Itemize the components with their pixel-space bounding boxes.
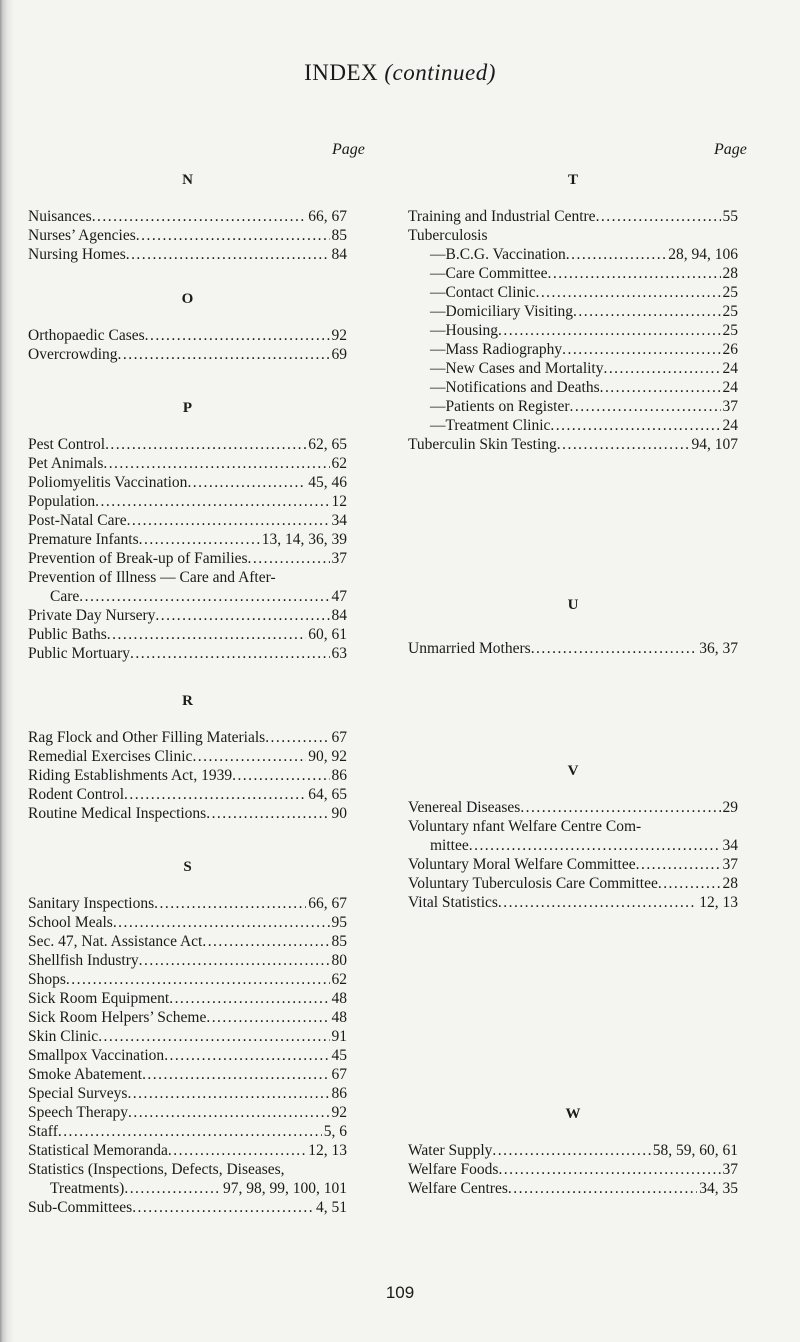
index-entry	[408, 207, 738, 226]
index-entry-page: 12, 13	[699, 894, 738, 911]
index-entry-label: Welfare Centres	[408, 1180, 508, 1197]
index-entry	[28, 785, 347, 804]
index-entry-page: 90, 92	[308, 748, 347, 765]
index-entry-label: Prevention of Illness — Care and After-	[28, 569, 276, 586]
index-entry-page: 66, 67	[308, 895, 347, 912]
index-entry	[28, 1084, 347, 1103]
dot-leader	[603, 359, 720, 378]
dot-leader	[168, 1141, 306, 1160]
index-entry	[28, 492, 347, 511]
index-entry	[28, 951, 347, 970]
index-entry-label: Statistics (Inspections, Defects, Diseases,	[28, 1161, 285, 1178]
dot-leader	[103, 454, 329, 473]
index-entry	[430, 245, 738, 264]
index-entry-page: 84	[331, 246, 347, 263]
dot-leader	[206, 804, 329, 823]
index-entry	[28, 1008, 347, 1027]
index-entry-label: Care	[50, 588, 80, 605]
index-entry-label: Rag Flock and Other Filling Materials	[28, 729, 266, 746]
section-letter-s: S	[183, 859, 192, 875]
index-entry-page: 4, 51	[316, 1199, 347, 1216]
index-entry	[28, 894, 347, 913]
index-entry-label: Prevention of Break-up of Families	[28, 550, 248, 567]
index-entry-page: 86	[331, 767, 347, 784]
index-entry	[28, 1046, 347, 1065]
dot-leader	[520, 798, 720, 817]
dot-leader	[132, 1198, 314, 1217]
right-page-header: Page	[714, 141, 747, 158]
index-entry-page: 86	[331, 1085, 347, 1102]
index-entry	[430, 302, 738, 321]
dot-leader	[206, 1008, 329, 1027]
index-entry-page: 37	[722, 856, 738, 873]
index-entry-label: Private Day Nursery	[28, 607, 156, 624]
index-entry	[50, 1179, 347, 1198]
dot-leader	[130, 644, 329, 663]
page-number: 109	[385, 1283, 415, 1302]
index-entry-label: Riding Establishments Act, 1939	[28, 767, 233, 784]
dot-leader	[498, 1160, 720, 1179]
dot-leader	[155, 606, 329, 625]
index-entry	[28, 245, 347, 264]
index-entry-label: —Care Committee	[430, 265, 548, 282]
dot-leader	[202, 932, 329, 951]
page-title	[0, 60, 800, 86]
index-entry-label: Pet Animals	[28, 455, 104, 472]
index-entry-label: —Treatment Clinic	[430, 417, 551, 434]
index-entry	[28, 345, 347, 364]
index-entry-page: 25	[722, 284, 738, 301]
index-entry	[408, 1179, 738, 1198]
index-entry	[28, 728, 347, 747]
dot-leader	[508, 1179, 697, 1198]
index-entry	[28, 970, 347, 989]
index-entry-label: Shellfish Industry	[28, 952, 139, 969]
dot-leader	[557, 435, 690, 454]
index-entry	[28, 1103, 347, 1122]
index-entry-page: 12	[331, 493, 347, 510]
index-entry-label: Overcrowding	[28, 346, 118, 363]
index-entry-page: 48	[331, 990, 347, 1007]
index-entry-label: School Meals	[28, 914, 113, 931]
index-entry-page: 66, 67	[308, 208, 347, 225]
dot-leader	[136, 226, 330, 245]
index-entry-page: 24	[722, 379, 738, 396]
index-entry-label: Staff	[28, 1123, 58, 1140]
index-entry-label: mittee	[430, 837, 469, 854]
dot-leader	[127, 1084, 329, 1103]
dot-leader	[58, 1122, 322, 1141]
index-entry-page: 67	[331, 729, 347, 746]
dot-leader	[498, 893, 697, 912]
dot-leader	[66, 970, 330, 989]
dot-leader	[248, 549, 330, 568]
index-entry-page: 97, 98, 99, 100, 101	[223, 1180, 347, 1197]
index-entry	[408, 893, 738, 912]
section-letter-w: W	[565, 1106, 581, 1122]
index-entry	[430, 359, 738, 378]
index-entry	[28, 1198, 347, 1217]
dot-leader	[139, 951, 330, 970]
index-entry	[408, 1141, 738, 1160]
index-entry-label: Shops	[28, 971, 66, 988]
index-entry-label: Welfare Foods	[408, 1161, 499, 1178]
index-entry-label: Water Supply	[408, 1142, 493, 1159]
section-letter-o: O	[181, 291, 194, 307]
index-entry-label: Training and Industrial Centre	[408, 208, 596, 225]
index-entry-label: Tuberculosis	[408, 227, 488, 244]
dot-leader	[636, 855, 721, 874]
index-entry-label: —Contact Clinic	[430, 284, 536, 301]
title-continued: (continued)	[384, 60, 496, 85]
index-entry-label: Pest Control	[28, 436, 106, 453]
index-entry-page: 58, 59, 60, 61	[652, 1142, 738, 1159]
index-entry-label: Sick Room Equipment	[28, 990, 170, 1007]
dot-leader	[469, 836, 721, 855]
index-entry	[430, 340, 738, 359]
dot-leader	[126, 245, 330, 264]
index-entry-page: 34	[722, 837, 738, 854]
dot-leader	[573, 302, 720, 321]
index-entry-label: Voluntary nfant Welfare Centre Com-	[408, 818, 642, 835]
index-entry-label: Remedial Exercises Clinic	[28, 748, 193, 765]
index-entry	[28, 435, 347, 454]
index-entry-label: —Mass Radiography	[430, 341, 563, 358]
index-entry-page: 48	[331, 1009, 347, 1026]
index-entry-page: 85	[331, 933, 347, 950]
dot-leader	[113, 913, 330, 932]
index-entry-label: Public Baths	[28, 626, 107, 643]
index-entry-label: Sec. 47, Nat. Assistance Act	[28, 933, 203, 950]
index-entry	[28, 473, 347, 492]
index-entry-label: —Domiciliary Visiting	[430, 303, 574, 320]
index-entry-page: 45, 46	[308, 474, 347, 491]
index-entry-label: Smallpox Vaccination	[28, 1047, 165, 1064]
index-entry	[50, 587, 347, 606]
index-entry-label: —B.C.G. Vaccination	[430, 246, 566, 263]
index-entry	[408, 874, 738, 893]
index-entry-label: Voluntary Moral Welfare Committee	[408, 856, 636, 873]
index-entry-page: 29	[722, 799, 738, 816]
index-entry	[28, 530, 347, 549]
dot-leader	[187, 473, 306, 492]
section-letter-r: R	[182, 693, 193, 709]
index-entry	[28, 989, 347, 1008]
index-entry-label: Vital Statistics	[408, 894, 498, 911]
index-entry	[28, 1027, 347, 1046]
dot-leader	[127, 511, 330, 530]
index-entry-label: Speech Therapy	[28, 1104, 128, 1121]
index-entry-page: 28, 94, 106	[668, 246, 738, 263]
index-entry-label: Orthopaedic Cases	[28, 327, 145, 344]
index-entry-page: 5, 6	[323, 1123, 347, 1140]
index-entry-page: 91	[331, 1028, 347, 1045]
dot-leader	[164, 1046, 329, 1065]
dot-leader	[95, 492, 329, 511]
dot-leader	[107, 625, 306, 644]
index-entry-label: Unmarried Mothers	[408, 640, 531, 657]
index-entry	[430, 397, 738, 416]
dot-leader	[124, 785, 306, 804]
index-entry-label: —Notifications and Deaths	[430, 379, 600, 396]
left-page-header: Page	[332, 141, 365, 158]
dot-leader	[154, 894, 306, 913]
index-entry-label: Skin Clinic	[28, 1028, 99, 1045]
index-entry-page: 25	[722, 303, 738, 320]
index-entry	[28, 644, 347, 663]
index-entry-page: 28	[722, 265, 738, 282]
index-entry-page: 80	[331, 952, 347, 969]
index-entry-page: 69	[331, 346, 347, 363]
dot-leader	[535, 283, 720, 302]
index-entry-label: Population	[28, 493, 96, 510]
index-entry	[28, 326, 347, 345]
index-entry-page: 24	[722, 417, 738, 434]
index-entry	[430, 283, 738, 302]
index-entry-page: 92	[331, 1104, 347, 1121]
index-entry-page: 28	[722, 875, 738, 892]
index-entry	[28, 606, 347, 625]
index-entry-label: Nursing Homes	[28, 246, 126, 263]
index-entry-page: 45	[331, 1047, 347, 1064]
index-entry-label: Premature Infants	[28, 531, 139, 548]
index-entry-page: 36, 37	[699, 640, 738, 657]
dot-leader	[145, 326, 330, 345]
index-entry-page: 62	[331, 455, 347, 472]
index-entry	[28, 454, 347, 473]
index-entry	[408, 435, 738, 454]
index-entry-label: —New Cases and Mortality	[430, 360, 604, 377]
scan-edge	[0, 0, 14, 1342]
index-entry-page: 84	[331, 607, 347, 624]
dot-leader	[128, 1103, 330, 1122]
section-letter-t: T	[567, 172, 578, 188]
index-entry-label: Nuisances	[28, 208, 92, 225]
index-entry-label: Statistical Memoranda	[28, 1142, 168, 1159]
index-entry-page: 24	[722, 360, 738, 377]
index-entry-page: 34, 35	[699, 1180, 738, 1197]
index-entry-label: Poliomyelitis Vaccination	[28, 474, 188, 491]
index-entry	[408, 1160, 738, 1179]
index-entry-label: Routine Medical Inspections	[28, 805, 207, 822]
index-entry	[430, 378, 738, 397]
index-entry-page: 47	[331, 588, 347, 605]
dot-leader	[79, 587, 329, 606]
index-entry	[28, 766, 347, 785]
dot-leader	[658, 874, 721, 893]
dot-leader	[265, 728, 329, 747]
index-entry-page: 90	[331, 805, 347, 822]
dot-leader	[142, 1065, 329, 1084]
index-entry	[28, 207, 347, 226]
index-entry	[28, 747, 347, 766]
index-entry-page: 34	[331, 512, 347, 529]
index-entry-page: 37	[331, 550, 347, 567]
index-entry-page: 12, 13	[308, 1142, 347, 1159]
index-entry-label: Sanitary Inspections	[28, 895, 155, 912]
dot-leader	[232, 766, 329, 785]
dot-leader	[570, 397, 721, 416]
index-entry	[28, 804, 347, 823]
section-letter-n: N	[182, 172, 193, 188]
section-letter-v: V	[567, 763, 579, 779]
index-entry-page: 55	[722, 208, 738, 225]
index-entry-page: 25	[722, 322, 738, 339]
dot-leader	[566, 245, 666, 264]
section-letter-p: P	[182, 400, 193, 416]
index-entry-label: Sub-Committees	[28, 1199, 133, 1216]
index-entry-page: 62, 65	[308, 436, 347, 453]
index-entry	[408, 855, 738, 874]
index-entry-label: Voluntary Tuberculosis Care Committee	[408, 875, 658, 892]
index-entry	[28, 1122, 347, 1141]
dot-leader	[98, 1027, 329, 1046]
dot-leader	[105, 435, 306, 454]
index-entry	[28, 1065, 347, 1084]
index-entry-page: 64, 65	[308, 786, 347, 803]
index-entry-page: 67	[331, 1066, 347, 1083]
index-entry-label: Public Mortuary	[28, 645, 131, 662]
dot-leader	[118, 345, 330, 364]
index-entry	[28, 1141, 347, 1160]
dot-leader	[498, 321, 720, 340]
dot-leader	[169, 989, 329, 1008]
dot-leader	[531, 639, 698, 658]
section-letter-u: U	[567, 597, 579, 613]
index-entry-label: Nurses’ Agencies	[28, 227, 136, 244]
index-entry-label: Venereal Diseases	[408, 799, 521, 816]
title-main: INDEX	[304, 60, 379, 85]
dot-leader	[124, 1179, 221, 1198]
index-entry	[28, 549, 347, 568]
index-entry	[430, 416, 738, 435]
index-entry	[408, 798, 738, 817]
index-entry-label: —Housing	[430, 322, 499, 339]
index-entry-label: Post-Natal Care	[28, 512, 127, 529]
dot-leader	[492, 1141, 650, 1160]
index-entry-page: 95	[331, 914, 347, 931]
index-entry-page: 92	[331, 327, 347, 344]
index-entry-label: Rodent Control	[28, 786, 125, 803]
dot-leader	[562, 340, 720, 359]
dot-leader	[550, 416, 720, 435]
index-entry-label: Special Surveys	[28, 1085, 128, 1102]
dot-leader	[192, 747, 306, 766]
index-entry-page: 60, 61	[308, 626, 347, 643]
index-entry-page: 37	[722, 398, 738, 415]
index-entry-page: 85	[331, 227, 347, 244]
dot-leader	[92, 207, 307, 226]
index-entry-page: 62	[331, 971, 347, 988]
index-entry-page: 13, 14, 36, 39	[261, 531, 347, 548]
index-entry-page: 94, 107	[691, 436, 738, 453]
index-entry	[28, 625, 347, 644]
index-entry	[408, 639, 738, 658]
dot-leader	[596, 207, 721, 226]
index-entry-label: Treatments)	[50, 1180, 125, 1197]
index-entry	[28, 913, 347, 932]
index-entry-label: Tuberculin Skin Testing	[408, 436, 557, 453]
dot-leader	[600, 378, 721, 397]
index-entry-label: Smoke Abatement	[28, 1066, 143, 1083]
index-entry-page: 26	[722, 341, 738, 358]
dot-leader	[139, 530, 260, 549]
index-entry	[28, 226, 347, 245]
index-entry-label: —Patients on Register	[430, 398, 570, 415]
index-entry	[430, 836, 738, 855]
index-entry	[28, 511, 347, 530]
index-entry-page: 63	[331, 645, 347, 662]
dot-leader	[548, 264, 721, 283]
index-entry	[430, 321, 738, 340]
index-entry	[28, 932, 347, 951]
index-entry-page: 37	[722, 1161, 738, 1178]
index-entry	[430, 264, 738, 283]
index-entry-label: Sick Room Helpers’ Scheme	[28, 1009, 207, 1026]
